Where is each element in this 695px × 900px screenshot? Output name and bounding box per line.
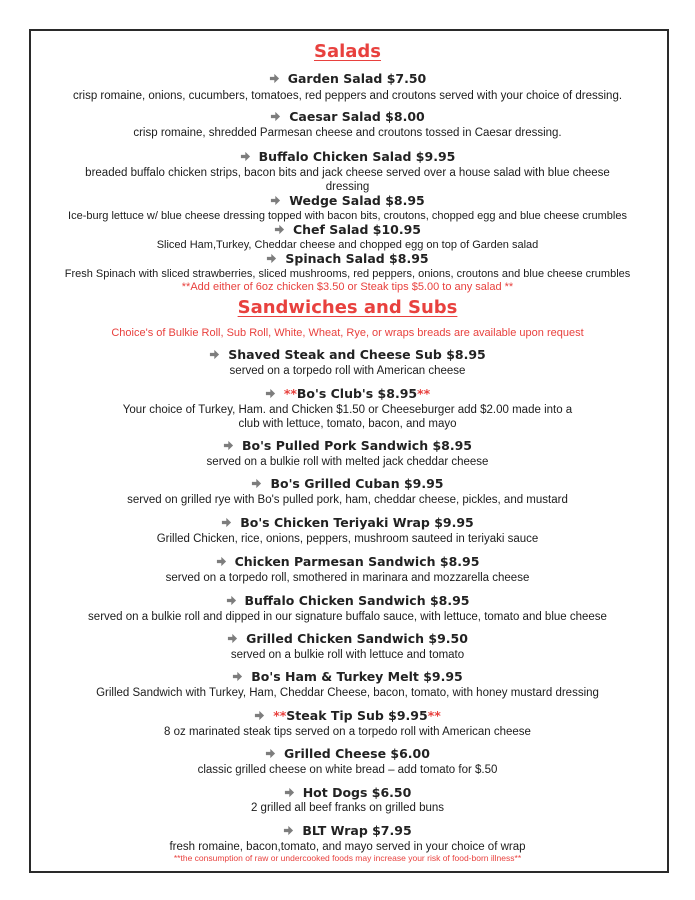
arrow-bullet-icon xyxy=(283,825,294,836)
menu-item-desc: classic grilled cheese on white bread – add tomato for $.50 xyxy=(197,764,498,776)
arrow-bullet-icon xyxy=(265,748,276,759)
arrow-bullet-icon xyxy=(265,388,276,399)
menu-item-name: Buffalo Chicken Sandwich $8.95 xyxy=(0,594,695,608)
menu-item-desc: Grilled Chicken, rice, onions, peppers, mushroom sauteed in teriyaki sauce xyxy=(156,533,539,545)
arrow-bullet-icon xyxy=(227,633,238,644)
menu-item-name: Bo's Pulled Pork Sandwich $8.95 xyxy=(0,439,695,453)
arrow-bullet-icon xyxy=(274,224,285,235)
menu-item-name: Spinach Salad $8.95 xyxy=(0,252,695,266)
arrow-bullet-icon xyxy=(240,151,251,162)
salads-title: Salads xyxy=(313,41,382,62)
arrow-bullet-icon xyxy=(251,478,262,489)
menu-item-name: Chef Salad $10.95 xyxy=(0,223,695,237)
addon-note: **Add either of 6oz chicken $3.50 or Steak tips $5.00 to any salad ** xyxy=(181,281,514,293)
arrow-bullet-icon xyxy=(254,710,265,721)
menu-item-desc: Ice-burg lettuce w/ blue cheese dressing topped with bacon bits, croutons, chopped egg and blue cheese crumbles xyxy=(68,210,627,222)
arrow-bullet-icon xyxy=(221,517,232,528)
menu-item-name: Bo's Ham & Turkey Melt $9.95 xyxy=(0,670,695,684)
menu-item-name: Hot Dogs $6.50 xyxy=(0,786,695,800)
arrow-bullet-icon xyxy=(216,556,227,567)
menu-item-name: Bo's Grilled Cuban $9.95 xyxy=(0,477,695,491)
arrow-bullet-icon xyxy=(223,440,234,451)
arrow-bullet-icon xyxy=(209,349,220,360)
menu-item-desc: 8 oz marinated steak tips served on a torpedo roll with American cheese xyxy=(164,726,531,738)
menu-item-desc: Grilled Sandwich with Turkey, Ham, Cheddar Cheese, bacon, tomato, with honey mustard dressing xyxy=(96,687,599,699)
menu-item-desc: served on a bulkie roll and dipped in our signature buffalo sauce, with lettuce, tomato and blue cheese xyxy=(88,611,607,623)
menu-item-name: Wedge Salad $8.95 xyxy=(0,194,695,208)
menu-item-name: Buffalo Chicken Salad $9.95 xyxy=(0,150,695,164)
menu-item-name: **Steak Tip Sub $9.95** xyxy=(0,709,695,723)
menu-item-desc: 2 grilled all beef franks on grilled buns xyxy=(250,802,445,814)
menu-item-desc: served on a bulkie roll with lettuce and tomato xyxy=(230,649,465,661)
menu-item-desc: Sliced Ham,Turkey, Cheddar cheese and chopped egg on top of Garden salad xyxy=(156,239,539,251)
menu-item-name: Bo's Chicken Teriyaki Wrap $9.95 xyxy=(0,516,695,530)
menu-item-desc: Your choice of Turkey, Ham. and Chicken $1.50 or Cheeseburger add $2.00 made into a club with lettuce, tomato, bacon, and mayo xyxy=(122,404,573,430)
menu-item-desc: fresh romaine, bacon,tomato, and mayo served in your choice of wrap xyxy=(169,841,526,853)
menu-item-desc: served on a torpedo roll with American cheese xyxy=(229,365,466,377)
menu-item-name: Grilled Chicken Sandwich $9.50 xyxy=(0,632,695,646)
footer-note: **the consumption of raw or undercooked foods may increase your risk of food-born illness** xyxy=(173,853,522,863)
menu-item-name: BLT Wrap $7.95 xyxy=(0,824,695,838)
arrow-bullet-icon xyxy=(284,787,295,798)
arrow-bullet-icon xyxy=(232,671,243,682)
arrow-bullet-icon xyxy=(270,111,281,122)
menu-item-desc: served on a torpedo roll, smothered in marinara and mozzarella cheese xyxy=(165,572,530,584)
menu-item-desc: crisp romaine, onions, cucumbers, tomatoes, red peppers and croutons served with your choice of dressing. xyxy=(72,90,623,102)
arrow-bullet-icon xyxy=(266,253,277,264)
bread-note: Choice's of Bulkie Roll, Sub Roll, White, Wheat, Rye, or wraps breads are available upon request xyxy=(111,327,584,339)
sandwiches-title: Sandwiches and Subs xyxy=(237,297,458,318)
menu-item-name: Shaved Steak and Cheese Sub $8.95 xyxy=(0,348,695,362)
menu-item-desc: Fresh Spinach with sliced strawberries, sliced mushrooms, red peppers, onions, croutons and blue cheese crumbles xyxy=(64,268,631,280)
menu-item-desc: breaded buffalo chicken strips, bacon bits and jack cheese served over a house salad with blue cheese dressing xyxy=(85,167,610,193)
menu-item-desc: served on a bulkie roll with melted jack cheddar cheese xyxy=(206,456,489,468)
arrow-bullet-icon xyxy=(269,73,280,84)
menu-item-name: Garden Salad $7.50 xyxy=(0,72,695,86)
menu-item-name: Caesar Salad $8.00 xyxy=(0,110,695,124)
arrow-bullet-icon xyxy=(226,595,237,606)
menu-item-desc: crisp romaine, shredded Parmesan cheese and croutons tossed in Caesar dressing. xyxy=(133,127,562,139)
arrow-bullet-icon xyxy=(270,195,281,206)
menu-item-name: **Bo's Club's $8.95** xyxy=(0,387,695,401)
menu-item-name: Grilled Cheese $6.00 xyxy=(0,747,695,761)
menu-item-desc: served on grilled rye with Bo's pulled pork, ham, cheddar cheese, pickles, and mustard xyxy=(127,494,568,506)
menu-item-name: Chicken Parmesan Sandwich $8.95 xyxy=(0,555,695,569)
